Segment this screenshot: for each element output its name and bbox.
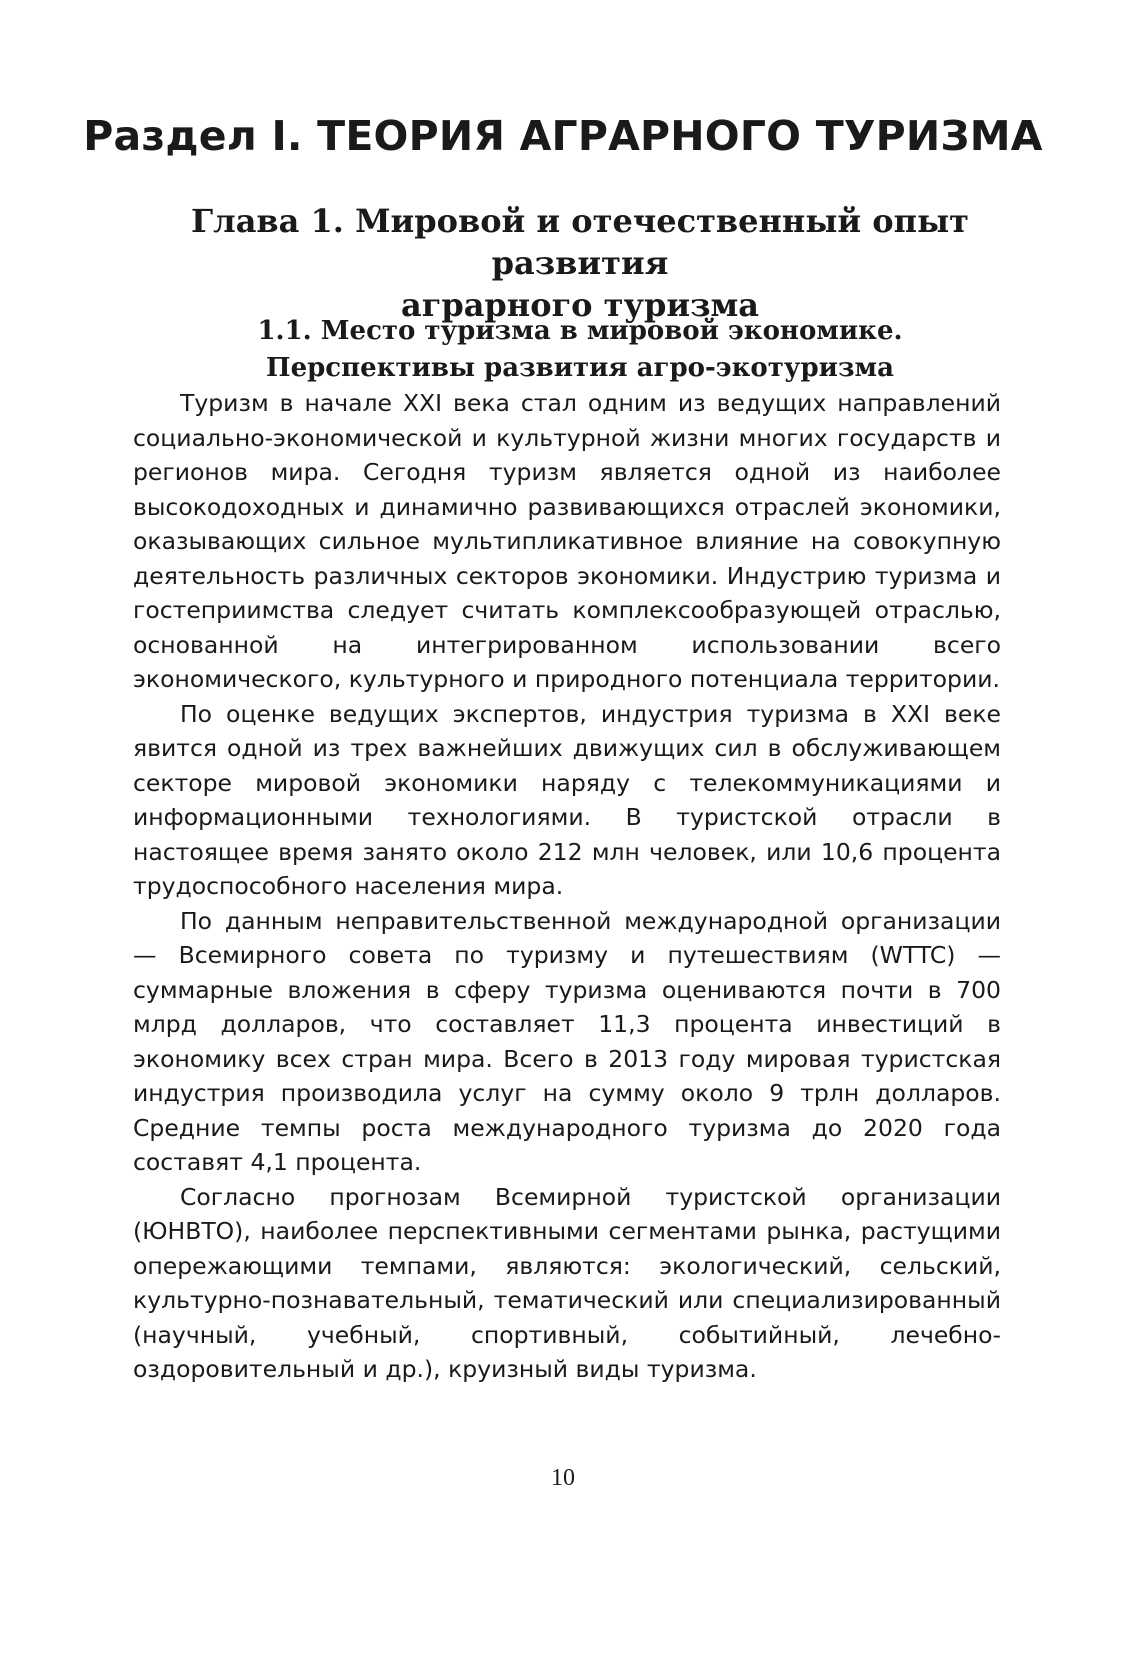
body-text	[133, 386, 1001, 1387]
chapter-title	[140, 200, 1020, 326]
section-title-line-2: Перспективы развития агро-экотуризма	[266, 353, 894, 383]
paragraph: Согласно прогнозам Всемирной туристской организации (ЮНВТО), наиболее перспективными сегментами рынка, растущими опережающими темпами, являются: экологический, сельский, культурно-познавательный, тематический или специализированный (научный, учебный, спортивный, событийный, лечебно-оздоровительный и др.), круизный виды туризма.	[133, 1182, 1001, 1383]
paragraph: По данным неправительственной международной организации — Всемирного совета по туризму и путешествиям (WTTC) — суммарные вложения в сферу туризма оцениваются почти в 700 млрд долларов, что составляет 11,3 процента инвестиций в экономику всех стран мира. Всего в 2013 году мировая туристская индустрия производила услуг на сумму около 9 трлн долларов. Средние темпы роста международного туризма до 2020 года составят 4,1 процента.	[133, 906, 1001, 1176]
paragraph: По оценке ведущих экспертов, индустрия туризма в XXI веке явится одной из трех важнейших движущих сил в обслуживающем секторе мировой экономики наряду с телекоммуникациями и информационными технологиями. В туристской отрасли в настоящее время занято около 212 млн человек, или 10,6 процента трудоспособного населения мира.	[133, 699, 1001, 900]
section-title-line-1: 1.1. Место туризма в мировой экономике.	[257, 316, 903, 346]
chapter-title-line-2: аграрного туризма	[400, 286, 760, 324]
chapter-title-line-1: Глава 1. Мировой и отечественный опыт развития	[191, 202, 969, 282]
page-number: 10	[551, 1465, 575, 1491]
section-title	[200, 313, 960, 387]
paragraph: Туризм в начале XXI века стал одним из ведущих направлений социально-экономической и культурной жизни многих государств и регионов мира. Сегодня туризм является одной из наиболее высокодоходных и динамично развивающихся отраслей экономики, оказывающих сильное мультипликативное влияние на совокупную деятельность различных секторов экономики. Индустрию туризма и гостеприимства следует считать комплексообразующей отраслью, основанной на интегрированном использовании всего экономического, культурного и природного потенциала территории.	[133, 389, 1001, 693]
part-title: Раздел I. ТЕОРИЯ АГРАРНОГО ТУРИЗМА	[83, 112, 1043, 160]
